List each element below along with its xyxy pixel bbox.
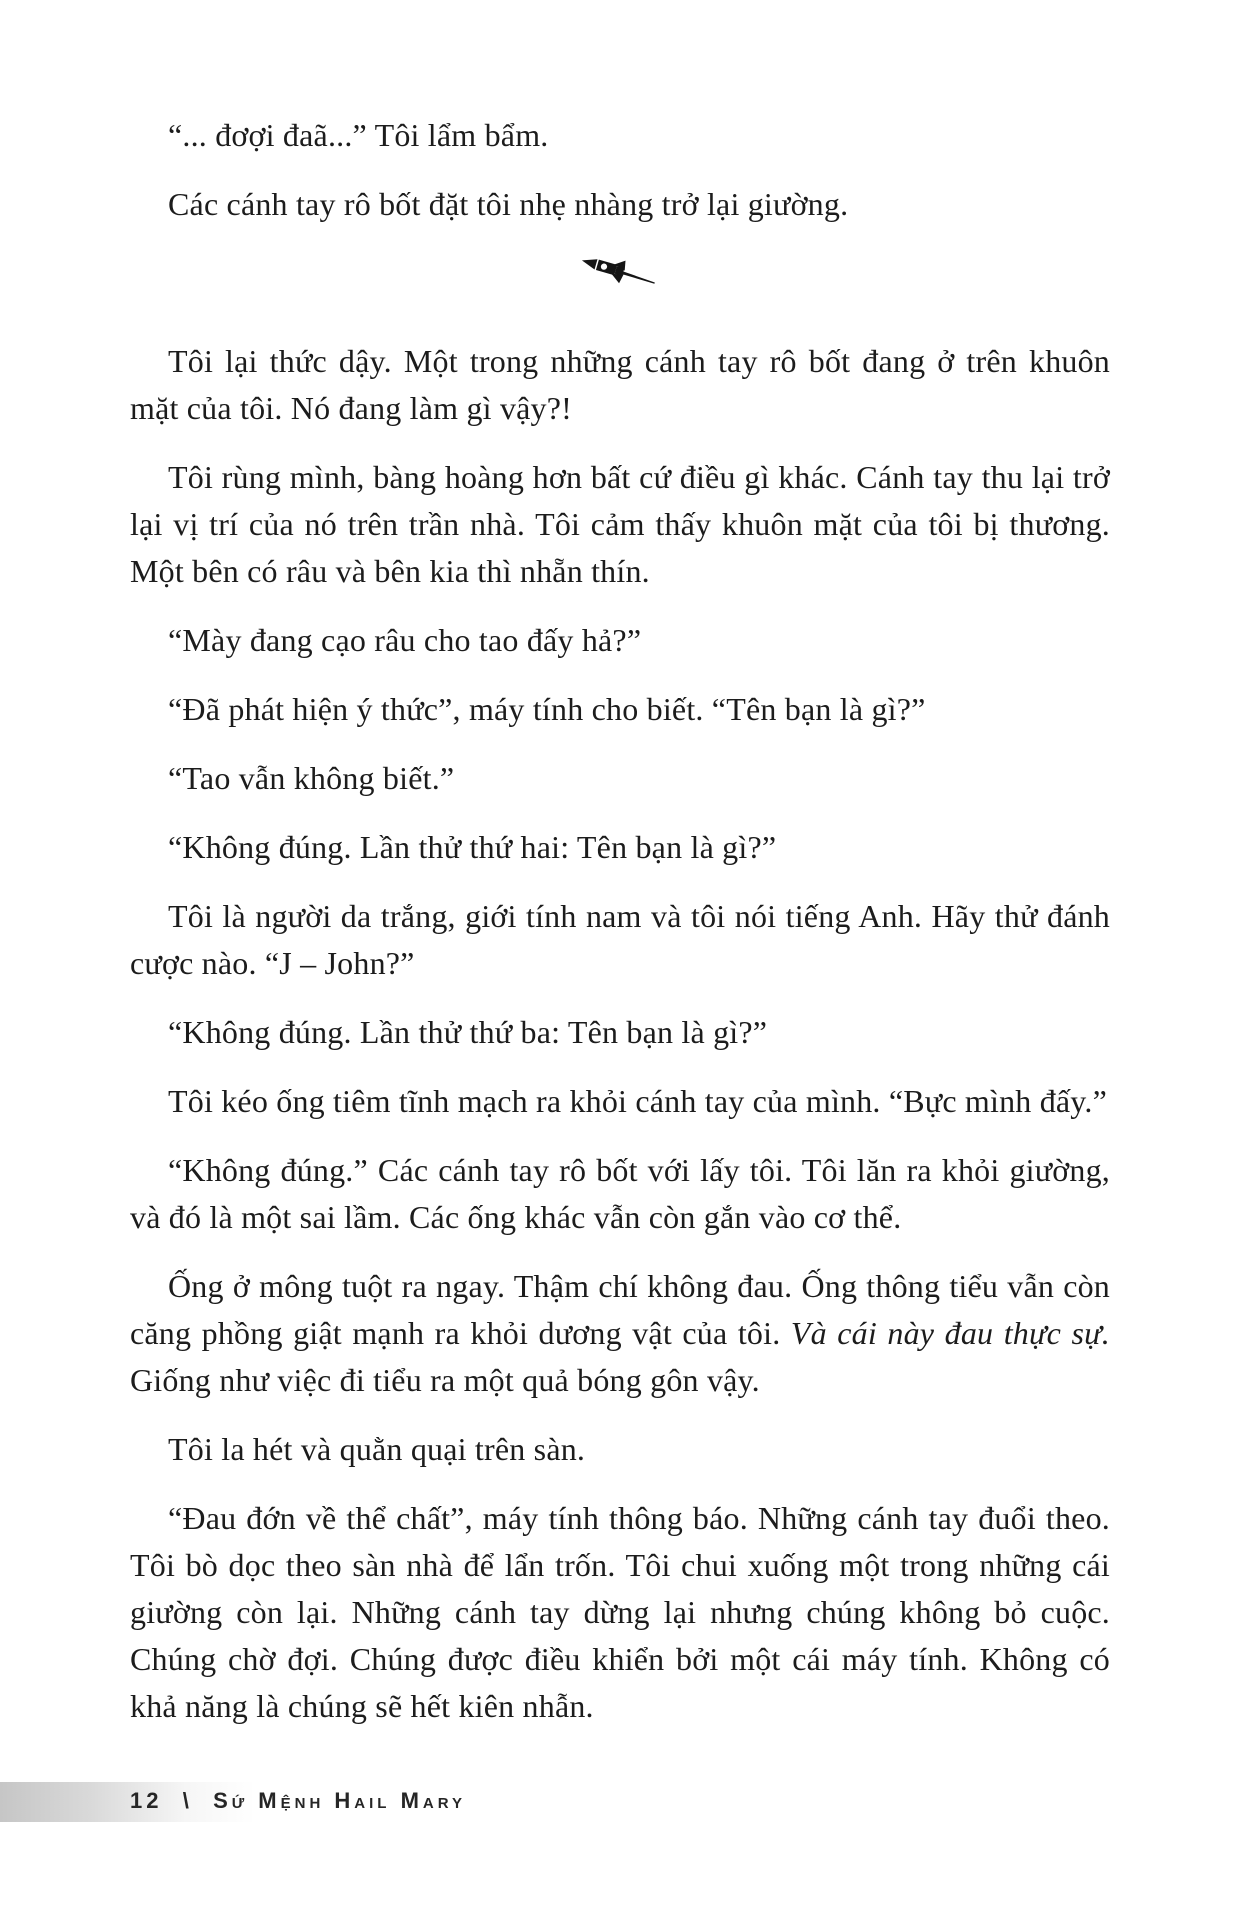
text-run: “Đau đớn về thể chất”, máy tính thông báo. Những cánh tay đuổi theo. Tôi bò dọc theo sàn nhà để lẩn trốn. Tôi chui xuống một trong những cái giường còn lại. Những cánh tay dừng lại nhưng chúng không bỏ cuộc. Chúng chờ đợi. Chúng được điều khiển bởi một cái máy tính. Không có khả năng là chúng sẽ hết kiên nhẫn. xyxy=(130,1500,1110,1724)
paragraph xyxy=(130,755,1110,802)
text-run: Ống ở mông tuột ra ngay. Thậm chí không đau. Ống thông tiểu vẫn còn căng phồng giật mạnh ra khỏi dương vật của tôi. xyxy=(130,1268,1110,1351)
text-run: “Không đúng. Lần thử thứ hai: Tên bạn là gì?” xyxy=(168,829,777,865)
text-run: Các cánh tay rô bốt đặt tôi nhẹ nhàng trở lại giường. xyxy=(168,186,849,222)
text-run: “Mày đang cạo râu cho tao đấy hả?” xyxy=(168,622,642,658)
text-run: Tôi là người da trắng, giới tính nam và tôi nói tiếng Anh. Hãy thử đánh cược nào. “J – John?” xyxy=(130,898,1110,981)
text-run: Tôi la hét và quằn quại trên sàn. xyxy=(168,1431,586,1467)
paragraph xyxy=(130,893,1110,987)
footer-separator xyxy=(193,1788,213,1813)
text-run: “Không đúng.” Các cánh tay rô bốt với lấy tôi. Tôi lăn ra khỏi giường, và đó là một sai lầm. Các ống khác vẫn còn gắn vào cơ thể. xyxy=(130,1152,1110,1235)
paragraph xyxy=(130,181,1110,228)
text-run: “Không đúng. Lần thử thứ ba: Tên bạn là gì?” xyxy=(168,1014,768,1050)
text-run: Tôi kéo ống tiêm tĩnh mạch ra khỏi cánh tay của mình. “Bực mình đấy.” xyxy=(168,1083,1108,1119)
footer-separator-glyph: \ xyxy=(182,1788,193,1813)
paragraph xyxy=(130,1426,1110,1473)
book-title: Sứ Mệnh Hail Mary xyxy=(213,1788,467,1813)
rocket-icon xyxy=(579,250,661,300)
paragraph xyxy=(130,617,1110,664)
section-divider xyxy=(130,250,1110,314)
paragraph xyxy=(130,1495,1110,1730)
text-run: Tôi rùng mình, bàng hoàng hơn bất cứ điều gì khác. Cánh tay thu lại trở lại vị trí của nó trên trần nhà. Tôi cảm thấy khuôn mặt của tôi bị thương. Một bên có râu và bên kia thì nhẵn thín. xyxy=(130,459,1110,589)
text-run: Tôi lại thức dậy. Một trong những cánh tay rô bốt đang ở trên khuôn mặt của tôi. Nó đang làm gì vậy?! xyxy=(130,343,1110,426)
text-run: Giống như việc đi tiểu ra một quả bóng gôn vậy. xyxy=(130,1362,760,1398)
footer-text xyxy=(130,1788,466,1814)
text-run: “Đã phát hiện ý thức”, máy tính cho biết. “Tên bạn là gì?” xyxy=(168,691,926,727)
text-run: “Tao vẫn không biết.” xyxy=(168,760,455,796)
paragraph xyxy=(130,1147,1110,1241)
paragraph xyxy=(130,686,1110,733)
italic-text-run: Và cái này đau thực sự. xyxy=(790,1315,1110,1351)
paragraph xyxy=(130,1009,1110,1056)
paragraph xyxy=(130,112,1110,159)
page-number: 12 xyxy=(130,1788,163,1813)
paragraph xyxy=(130,1263,1110,1404)
footer-separator xyxy=(162,1788,182,1813)
page-footer xyxy=(0,1782,1260,1822)
paragraph xyxy=(130,824,1110,871)
page-body xyxy=(130,112,1110,1752)
paragraph xyxy=(130,338,1110,432)
paragraph xyxy=(130,1078,1110,1125)
paragraph xyxy=(130,454,1110,595)
text-run: “... đơợi đaã...” Tôi lẩm bẩm. xyxy=(168,117,549,153)
